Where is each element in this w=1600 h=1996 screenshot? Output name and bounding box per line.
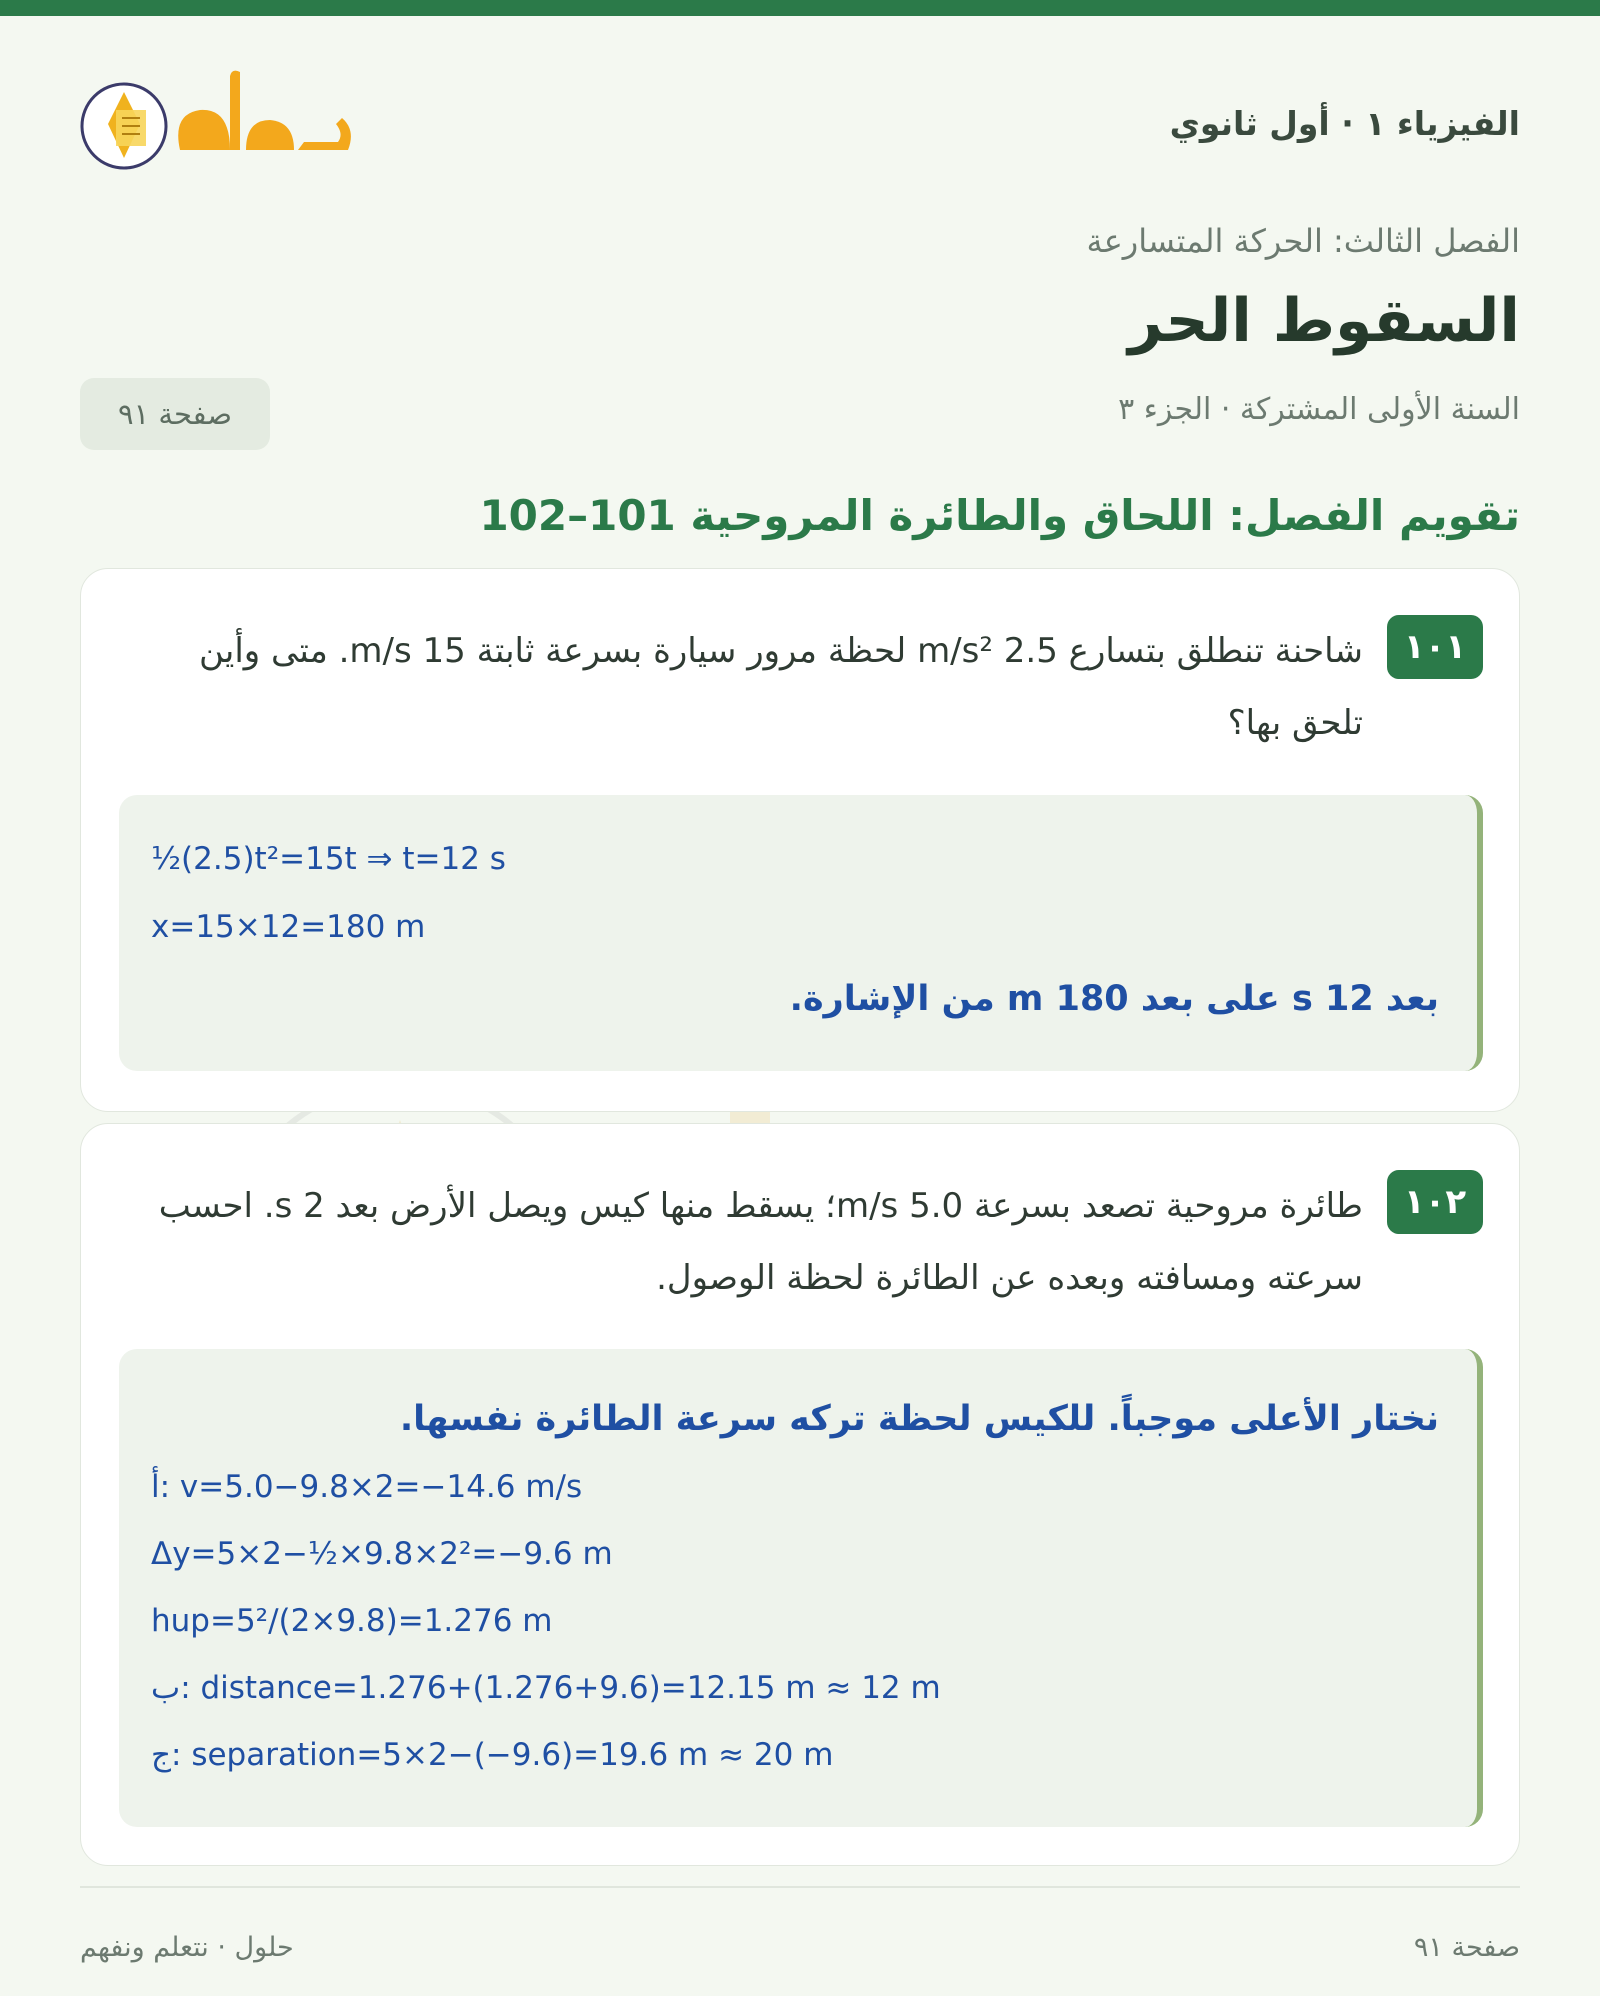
chapter-label: الفصل الثالث: الحركة المتسارعة [1086, 222, 1520, 260]
section-heading: تقويم الفصل: اللحاق والطائرة المروحية 101–102 [479, 491, 1520, 540]
subject-title: الفيزياء ١ · أول ثانوي [1169, 104, 1520, 143]
question-text: طائرة مروحية تصعد بسرعة 5.0 m/s؛ يسقط منها كيس ويصل الأرض بعد 2 s. احسب سرعته ومسافته وبعده عن الطائرة لحظة الوصول. [158, 1186, 1363, 1298]
answer-box [119, 795, 1483, 1071]
answer-line: ب: distance=1.276+(1.276+9.6)=12.15 m ≈ 12 m [151, 1670, 941, 1706]
question-text: شاحنة تنطلق بتسارع 2.5 m/s² لحظة مرور سيارة بسرعة ثابتة 15 m/s. متى وأين تلحق بها؟ [198, 631, 1363, 743]
answer-line: ½(2.5)t²=15t ⇒ t=12 s [151, 841, 506, 877]
question-card-102 [80, 1123, 1520, 1866]
question-number-badge: ١٠١ [1387, 615, 1483, 679]
question-card-101 [80, 568, 1520, 1112]
hulool-logo [80, 62, 360, 182]
answer-box [119, 1349, 1483, 1827]
answer-line: أ: v=5.0−9.8×2=−14.6 m/s [151, 1469, 583, 1505]
question-number-badge: ١٠٢ [1387, 1170, 1483, 1234]
course-meta: السنة الأولى المشتركة · الجزء ٣ [1118, 392, 1520, 427]
footer-page-number: صفحة ٩١ [1413, 1932, 1520, 1963]
answer-line: x=15×12=180 m [151, 909, 426, 945]
answer-line: ج: separation=5×2−(−9.6)=19.6 m ≈ 20 m [151, 1737, 834, 1773]
answer-intro: نختار الأعلى موجباً. للكيس لحظة تركه سرعة الطائرة نفسها. [399, 1399, 1439, 1439]
footer-brand: حلول · نتعلم ونفهم [80, 1932, 294, 1963]
footer-divider [80, 1886, 1520, 1888]
top-accent-bar [0, 0, 1600, 16]
page-title: السقوط الحر [1128, 286, 1520, 356]
page-number-badge: صفحة ٩١ [80, 378, 270, 450]
answer-conclusion: بعد 12 s على بعد 180 m من الإشارة. [789, 979, 1439, 1019]
answer-line: Δy=5×2−½×9.8×2²=−9.6 m [151, 1536, 613, 1572]
answer-line: hup=5²/(2×9.8)=1.276 m [151, 1603, 553, 1639]
